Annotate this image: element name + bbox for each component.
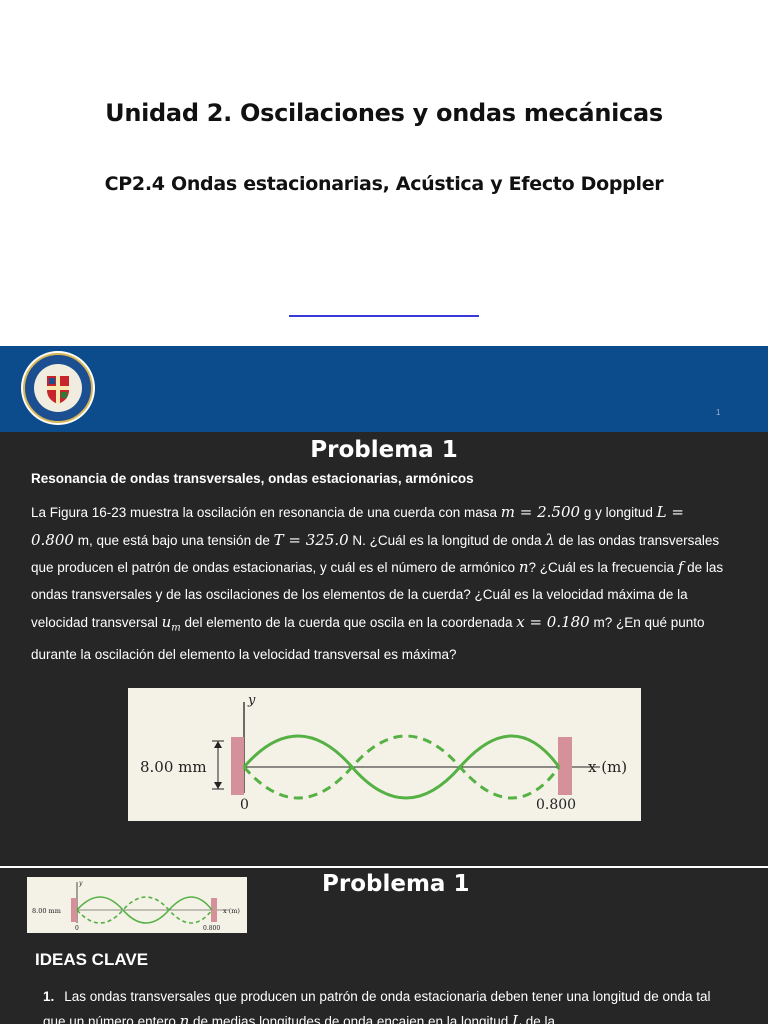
mass-equation: m = 2.500 <box>500 503 581 521</box>
problem-statement: La Figura 16-23 muestra la oscilación en resonancia de una cuerda con masa m = 2.500 g y longitud L = 0.800 m, que está bajo una tensión de T = 325.0 N. ¿Cuál es la longitud de onda λ de las ondas transversales que producen el patrón de ondas estacionarias, y cuál es el número de armónico n? ¿Cuál es la frecuencia f de las ondas transversales y de las oscilaciones de los elementos de la cuerda? ¿Cuál es la velocidad máxima de la velocidad transversal $u_m$ del elemento de la cuerda que oscila en la coordenada x = 0.180 m? ¿En qué punto durante la oscilación del elemento la velocidad transversal es máxima? <box>31 503 724 663</box>
hyperlink-underline[interactable] <box>289 315 479 317</box>
svg-text:y: y <box>79 880 83 887</box>
topic-subtitle: CP2.4 Ondas estacionarias, Acústica y Efecto Doppler <box>104 173 664 195</box>
svg-text:8.00 mm: 8.00 mm <box>32 907 61 915</box>
ideas-heading: IDEAS CLAVE <box>35 950 149 969</box>
list-item: 1. Las ondas transversales que producen un patrón de onda estacionaria deben tener una longitud de onda tal que un número entero n de medias longitudes de onda encajen en la longitud L de la <box>43 989 711 1030</box>
coordinate-equation: x = 0.180 <box>516 612 590 631</box>
problem-subtitle: Resonancia de ondas transversales, ondas estacionarias, armónicos <box>31 471 474 486</box>
x-axis-label: x (m) <box>588 758 628 776</box>
svg-text:0: 0 <box>75 925 79 932</box>
end-label: 0.800 <box>536 797 577 813</box>
unit-title: Unidad 2. Oscilaciones y ondas mecánicas <box>105 99 663 127</box>
y-axis-label: y <box>248 693 256 708</box>
university-seal-icon <box>20 350 96 426</box>
page-number: 1 <box>716 408 721 417</box>
footer-band <box>0 346 768 432</box>
standing-wave-figure <box>128 688 641 821</box>
standing-wave-diagram <box>128 688 641 821</box>
amplitude-label: 8.00 mm <box>140 758 207 776</box>
origin-label: 0 <box>240 797 249 813</box>
ideas-slide-title: Problema 1 <box>322 871 470 897</box>
figure-thumbnail <box>27 877 247 933</box>
problem-title: Problema 1 <box>310 437 458 463</box>
svg-text:0.800: 0.800 <box>203 925 221 932</box>
thumbnail-diagram <box>27 877 247 933</box>
tension-equation: T = 325.0 <box>273 530 349 549</box>
svg-text:x (m): x (m) <box>223 907 240 915</box>
length-equation: L = 0.800 <box>31 503 684 549</box>
